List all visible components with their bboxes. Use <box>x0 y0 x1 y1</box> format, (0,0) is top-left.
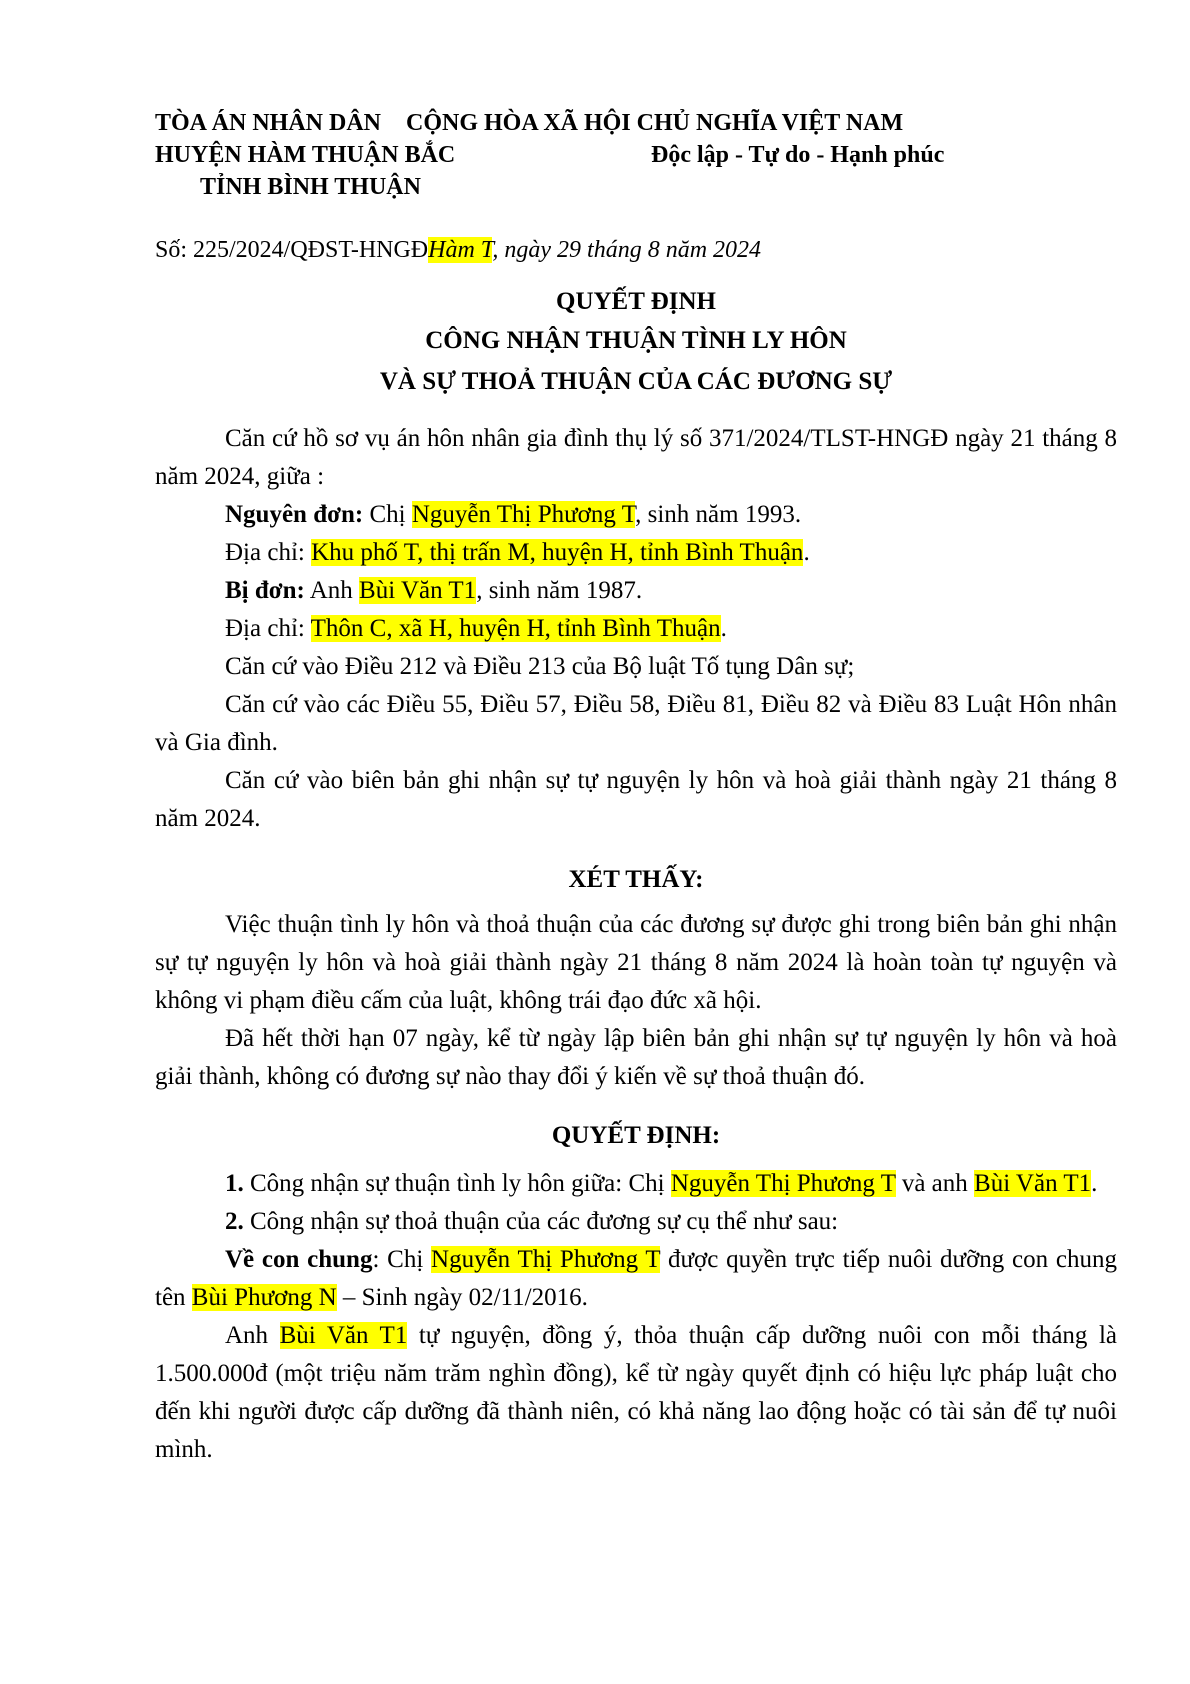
place-name: Hàm T <box>428 237 493 263</box>
body-block-2 <box>155 906 1117 1096</box>
plaintiff-prefix: Chị <box>363 501 412 528</box>
plaintiff-name: Nguyễn Thị Phương T <box>411 501 636 528</box>
section-heading-quyet-dinh: QUYẾT ĐỊNH: <box>551 1122 721 1149</box>
xet-thay-paragraph-2: Đã hết thời hạn 07 ngày, kể từ ngày lập biên bản ghi nhận sự tự nguyện ly hôn và hoà giải thành, không có đương sự nào thay đổi ý kiến về sự thoả thuận đó. <box>155 1025 1117 1090</box>
decision-1-text-a: Công nhận sự thuận tình ly hôn giữa: Chị <box>243 1170 671 1197</box>
decision-1-number: 1. <box>225 1170 244 1197</box>
doc-number-date-line <box>155 237 761 264</box>
defendant-birth: , sinh năm 1987. <box>476 577 643 604</box>
defendant-line <box>155 572 1117 610</box>
doc-number: Số: 225/2024/QĐST-HNGĐ <box>155 237 429 263</box>
child-name: Bùi Phương N <box>191 1284 337 1311</box>
plaintiff-label: Nguyên đơn: <box>225 501 364 528</box>
support-paragraph <box>155 1317 1117 1469</box>
decision-item-1 <box>155 1165 1117 1203</box>
doc-title-1: QUYẾT ĐỊNH <box>556 288 716 315</box>
doc-title-3: VÀ SỰ THOẢ THUẬN CỦA CÁC ĐƯƠNG SỰ <box>379 368 893 395</box>
decision-item-2 <box>155 1203 1117 1241</box>
decision-1-name-b: Bùi Văn T1 <box>974 1170 1092 1197</box>
intro-paragraph: Căn cứ hồ sơ vụ án hôn nhân gia đình thụ lý số 371/2024/TLST-HNGĐ ngày 21 tháng 8 năm 2024, giữa : <box>155 425 1117 490</box>
decision-1-text-b: và anh <box>895 1170 975 1197</box>
children-custodian-name: Nguyễn Thị Phương T <box>431 1246 661 1273</box>
defendant-address-end: . <box>720 615 727 642</box>
children-text-a: : Chị <box>372 1246 432 1273</box>
legal-basis-3: Căn cứ vào biên bản ghi nhận sự tự nguyện ly hôn và hoà giải thành ngày 21 tháng 8 năm 2024. <box>155 767 1117 832</box>
children-label: Về con chung <box>225 1246 373 1273</box>
support-payer-name: Bùi Văn T1 <box>279 1322 408 1349</box>
plaintiff-birth: , sinh năm 1993. <box>635 501 802 528</box>
body-block-3 <box>155 1165 1117 1469</box>
place-date <box>428 237 761 263</box>
decision-2-number: 2. <box>225 1208 244 1235</box>
xet-thay-paragraph-1: Việc thuận tình ly hôn và thoả thuận của các đương sự được ghi trong biên bản ghi nhận sự tự nguyện ly hôn và hoà giải thành ngày 21 tháng 8 năm 2024 là hoàn toàn tự nguyện và không vi phạm điều cấm của luật, không trái đạo đức xã hội. <box>155 911 1117 1014</box>
children-paragraph <box>155 1241 1117 1317</box>
decision-1-end: . <box>1091 1170 1098 1197</box>
national-title: CỘNG HÒA XÃ HỘI CHỦ NGHĨA VIỆT NAM <box>406 110 904 136</box>
body-block-1 <box>155 420 1117 838</box>
children-text-b: được quyền trực tiếp nuôi dưỡng con chung tên <box>155 1246 1117 1311</box>
plaintiff-address-label: Địa chỉ: <box>225 539 312 566</box>
court-name-line-2: HUYỆN HÀM THUẬN BẮC <box>155 142 456 168</box>
court-name-line-3: TỈNH BÌNH THUẬN <box>200 174 421 200</box>
defendant-address-line <box>155 610 1117 648</box>
defendant-address: Thôn C, xã H, huyện H, tỉnh Bình Thuận <box>310 615 721 642</box>
doc-title-2: CÔNG NHẬN THUẬN TÌNH LY HÔN <box>425 327 847 354</box>
legal-basis-1: Căn cứ vào Điều 212 và Điều 213 của Bộ luật Tố tụng Dân sự; <box>225 653 855 680</box>
defendant-address-label: Địa chỉ: <box>225 615 311 642</box>
court-name-line-1: TÒA ÁN NHÂN DÂN <box>155 110 382 136</box>
legal-basis-2: Căn cứ vào các Điều 55, Điều 57, Điều 58, Điều 81, Điều 82 và Điều 83 Luật Hôn nhân và Gia đình. <box>155 691 1117 756</box>
support-text: tự nguyện, đồng ý, thỏa thuận cấp dưỡng nuôi con mỗi tháng là 1.500.000đ (một triệu năm trăm nghìn đồng), kể từ ngày quyết định có hiệu lực pháp luật cho đến khi người được cấp dưỡng đã thành niên, có khả năng lao động hoặc có tài sản để tự nuôi mình. <box>155 1322 1118 1463</box>
children-text-c: – Sinh ngày 02/11/2016. <box>336 1284 588 1311</box>
plaintiff-address-end: . <box>803 539 810 566</box>
decision-1-name-a: Nguyễn Thị Phương T <box>670 1170 896 1197</box>
date-text: , ngày 29 tháng 8 năm 2024 <box>492 237 762 263</box>
plaintiff-address-line <box>155 534 1117 572</box>
national-motto: Độc lập - Tự do - Hạnh phúc <box>651 142 945 168</box>
decision-2-text: Công nhận sự thoả thuận của các đương sự cụ thể như sau: <box>243 1208 839 1235</box>
defendant-name: Bùi Văn T1 <box>359 577 477 604</box>
support-prefix: Anh <box>225 1322 280 1349</box>
plaintiff-address: Khu phố T, thị trấn M, huyện H, tỉnh Bình Thuận <box>311 539 804 566</box>
plaintiff-line <box>155 496 1117 534</box>
defendant-label: Bị đơn: <box>225 577 305 604</box>
section-heading-xet-thay: XÉT THẤY: <box>568 866 704 893</box>
defendant-prefix: Anh <box>304 577 360 604</box>
